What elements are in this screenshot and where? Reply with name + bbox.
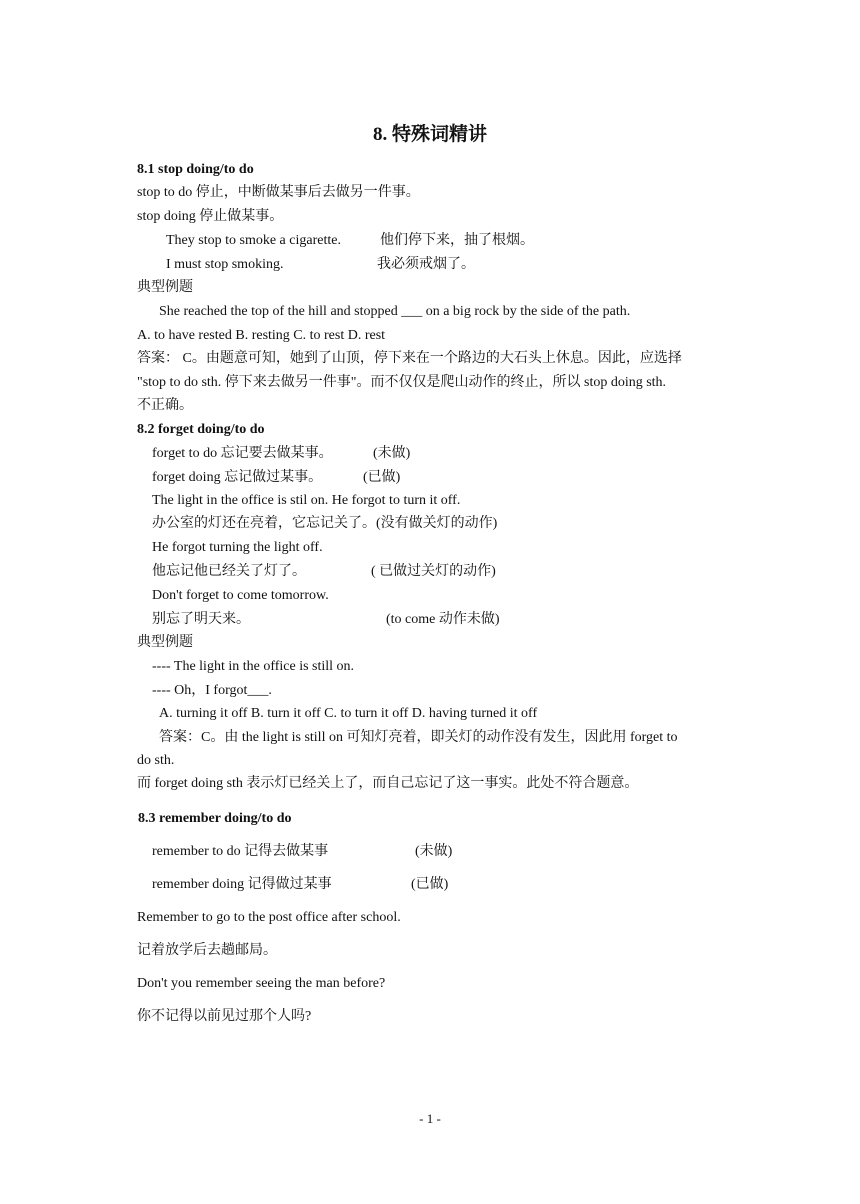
text-line: 记着放学后去趟邮局。 — [137, 943, 277, 958]
answer-explanation: 答案： C。由题意可知，她到了山顶，停下来在一个路边的大石头上休息。因此，应选择 — [137, 351, 682, 366]
text-note: (未做) — [415, 844, 453, 859]
text-line: forget doing 忘记做过某事。 — [152, 470, 323, 485]
example-label: 典型例题 — [137, 280, 193, 295]
text-note: (to come 动作未做) — [386, 612, 500, 627]
section-heading-8-1: 8.1 stop doing/to do — [137, 162, 254, 177]
text-note: ( 已做过关灯的动作) — [371, 564, 496, 579]
section-heading-8-2: 8.2 forget doing/to do — [137, 422, 265, 437]
example-english: They stop to smoke a cigarette. — [166, 233, 341, 248]
text-note: (未做) — [373, 446, 411, 461]
text-note: (已做) — [363, 470, 401, 485]
example-chinese: 他们停下来，抽了根烟。 — [380, 233, 534, 248]
example-english: I must stop smoking. — [166, 257, 284, 272]
answer-options: A. turning it off B. turn it off C. to turn it off D. having turned it off — [159, 706, 538, 721]
text-line: He forgot turning the light off. — [152, 540, 323, 555]
answer-options: A. to have rested B. resting C. to rest D. rest — [137, 328, 386, 343]
example-chinese: 我必须戒烟了。 — [377, 257, 475, 272]
text-note: (已做) — [411, 877, 449, 892]
dialogue-line: ---- The light in the office is still on. — [152, 659, 355, 674]
answer-explanation: do sth. — [137, 753, 175, 768]
text-line: 别忘了明天来。 — [152, 612, 250, 627]
page-title: 8. 特殊词精讲 — [372, 124, 487, 145]
dialogue-line: ---- Oh，I forgot___. — [152, 683, 272, 698]
answer-explanation: "stop to do sth. 停下来去做另一件事"。而不仅仅是爬山动作的终止，所以 stop doing sth. — [137, 375, 667, 390]
text-line: The light in the office is stil on. He forgot to turn it off. — [152, 493, 461, 508]
answer-explanation: 答案：C。由 the light is still on 可知灯亮着，即关灯的动作没有发生，因此用 forget to — [159, 730, 678, 745]
text-line: remember to do 记得去做某事 — [152, 844, 329, 859]
text-line: Remember to go to the post office after school. — [137, 910, 401, 925]
text-line: 他忘记他已经关了灯了。 — [152, 564, 306, 579]
question-text: She reached the top of the hill and stopped ___ on a big rock by the side of the path. — [159, 304, 631, 319]
page-number: - 1 - — [419, 1111, 441, 1126]
text-line: forget to do 忘记要去做某事。 — [152, 446, 333, 461]
text-line: remember doing 记得做过某事 — [152, 877, 332, 892]
section-heading-8-3: 8.3 remember doing/to do — [138, 811, 292, 826]
answer-explanation: 不正确。 — [137, 398, 193, 413]
text-line: stop doing 停止做某事。 — [137, 209, 284, 224]
text-line: 办公室的灯还在亮着，它忘记关了。(没有做关灯的动作) — [152, 516, 498, 531]
text-line: Don't forget to come tomorrow. — [152, 588, 329, 603]
example-label: 典型例题 — [137, 635, 193, 650]
answer-explanation: 而 forget doing sth 表示灯已经关上了，而自己忘记了这一事实。此处不符合题意。 — [137, 776, 639, 791]
text-line: 你不记得以前见过那个人吗? — [137, 1009, 312, 1024]
text-line: Don't you remember seeing the man before? — [137, 976, 386, 991]
text-line: stop to do 停止，中断做某事后去做另一件事。 — [137, 185, 420, 200]
